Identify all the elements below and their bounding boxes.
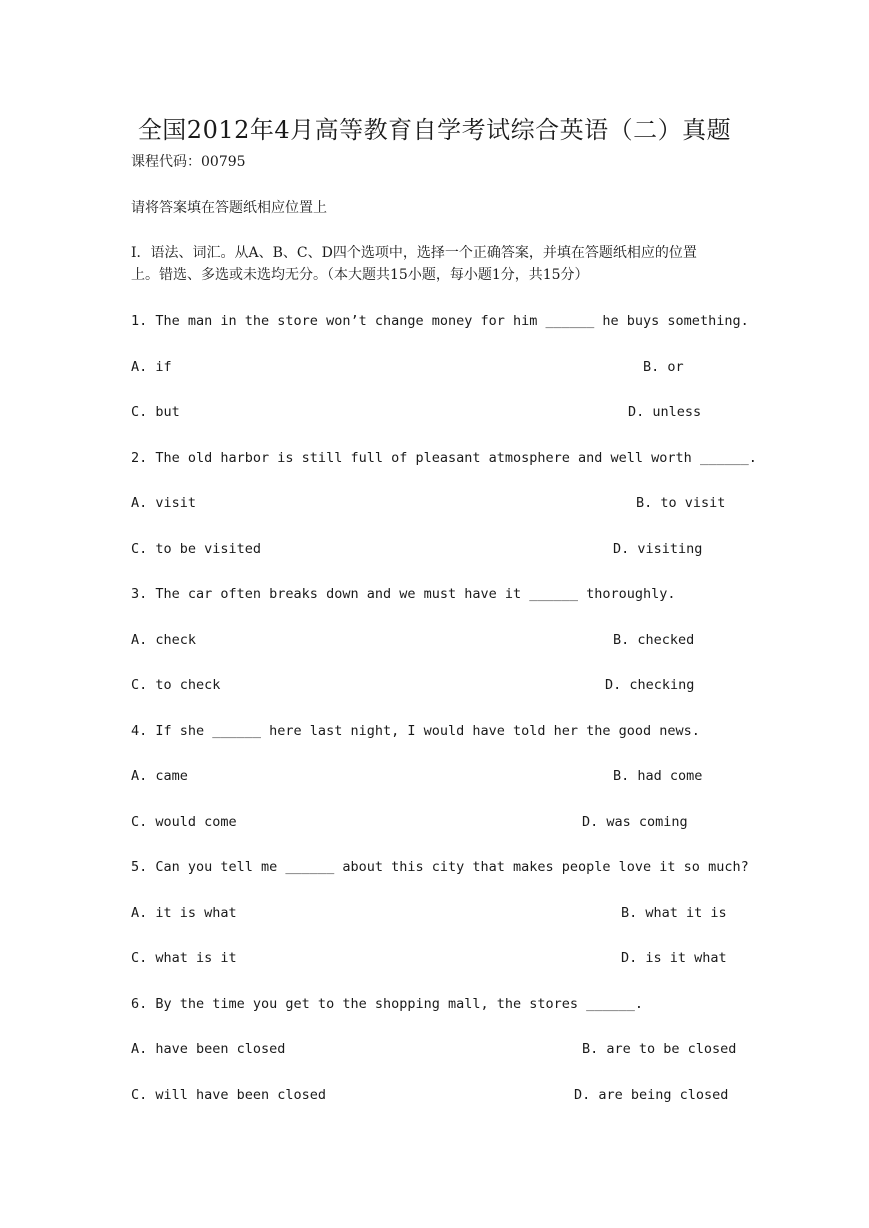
option-d: D. unless <box>628 404 702 420</box>
question-stem: 4. If she ______ here last night, I would have told her the good news. <box>131 723 700 739</box>
option-row <box>131 630 731 650</box>
question-stem: 3. The car often breaks down and we must have it ______ thoroughly. <box>131 586 676 602</box>
question-stem: 1. The man in the store won’t change money for him ______ he buys something. <box>131 313 749 329</box>
option-a: A. check <box>131 632 197 648</box>
option-b: B. what it is <box>621 905 727 921</box>
option-a: A. if <box>131 359 172 375</box>
option-row <box>131 1039 737 1059</box>
option-b: B. had come <box>613 768 703 784</box>
option-row <box>131 1085 731 1105</box>
option-b: B. or <box>643 359 684 375</box>
option-a: A. came <box>131 768 188 784</box>
option-b: B. are to be closed <box>582 1041 737 1057</box>
option-b: B. to visit <box>636 495 726 511</box>
option-d: D. is it what <box>621 950 727 966</box>
option-row <box>131 357 731 377</box>
section-instruction-line-2: 上。错选、多选或未选均无分。（本大题共15小题，每小题1分，共15分） <box>131 267 589 283</box>
option-c: C. will have been closed <box>131 1087 327 1103</box>
section-instruction-line-1: I．语法、词汇。从A、B、C、D四个选项中，选择一个正确答案，并填在答题纸相应的位置 <box>131 245 697 261</box>
option-c: C. to check <box>131 677 221 693</box>
option-d: D. visiting <box>613 541 703 557</box>
answer-notice: 请将答案填在答题纸相应位置上 <box>131 200 327 216</box>
option-d: D. was coming <box>582 814 688 830</box>
page-title: 全国2012年4月高等教育自学考试综合英语（二）真题 <box>137 116 732 144</box>
option-c: C. would come <box>131 814 237 830</box>
option-row <box>131 402 731 422</box>
option-a: A. have been closed <box>131 1041 286 1057</box>
option-row <box>131 539 731 559</box>
option-b: B. checked <box>613 632 695 648</box>
option-c: C. to be visited <box>131 541 262 557</box>
option-row <box>131 903 731 923</box>
section-instruction <box>131 242 751 286</box>
option-row <box>131 675 731 695</box>
option-d: D. checking <box>605 677 695 693</box>
option-a: A. it is what <box>131 905 237 921</box>
option-c: C. but <box>131 404 180 420</box>
option-row <box>131 766 731 786</box>
option-row <box>131 493 731 513</box>
question-stem: 5. Can you tell me ______ about this city that makes people love it so much? <box>131 859 749 875</box>
option-row <box>131 812 731 832</box>
option-row <box>131 948 731 968</box>
course-code: 课程代码：00795 <box>131 154 246 170</box>
option-c: C. what is it <box>131 950 237 966</box>
question-stem: 6. By the time you get to the shopping mall, the stores ______. <box>131 996 644 1012</box>
option-d: D. are being closed <box>574 1087 729 1103</box>
question-stem: 2. The old harbor is still full of pleasant atmosphere and well worth ______. <box>131 450 757 466</box>
option-a: A. visit <box>131 495 197 511</box>
